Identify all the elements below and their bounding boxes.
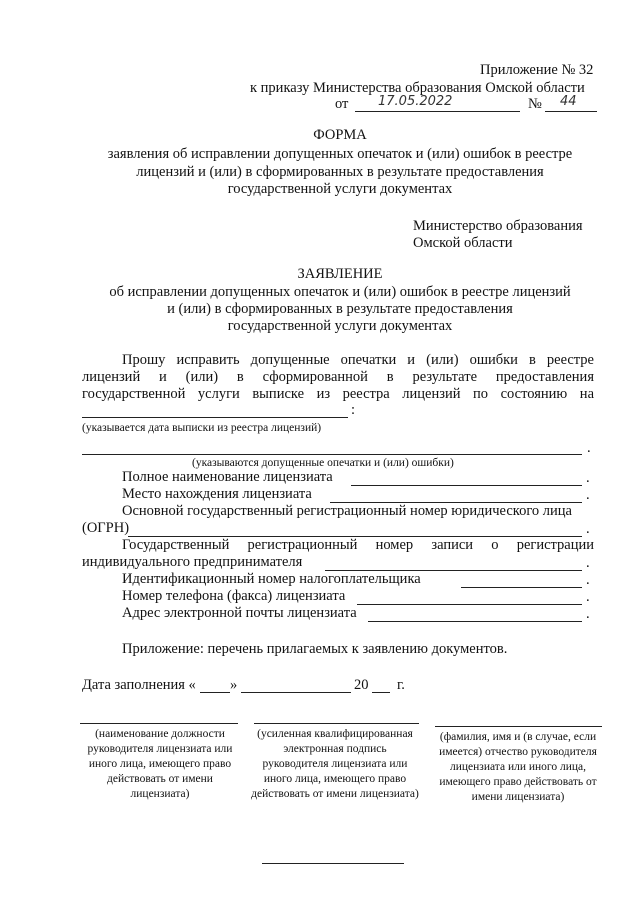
order-number: 44 (560, 94, 577, 109)
ogrnip-label-line2: индивидуального предпринимателя (82, 554, 303, 570)
statement-title: ЗАЯВЛЕНИЕ (297, 266, 383, 282)
statement-title-line3: государственной услуги документах (227, 318, 453, 334)
ogrnip-dot: . (586, 555, 590, 571)
inn-field[interactable] (461, 587, 582, 588)
date-fill-year: 20 (354, 677, 369, 693)
colon: : (351, 402, 356, 418)
statement-title-line2: и (или) в сформированных в результате предоставления (167, 301, 513, 317)
full-name-dot: . (586, 470, 590, 486)
phone-field[interactable] (357, 604, 582, 605)
form-title-line1: заявления об исправлении допущенных опечаток и (или) ошибок в реестре (107, 146, 573, 162)
request-line3: государственной услуги выписке из реестра лицензий по состоянию на (82, 386, 594, 402)
email-field[interactable] (368, 621, 582, 622)
request-line1: Прошу исправить допущенные опечатки и (или) ошибки в реестре (122, 352, 594, 368)
ogrnip-label-line1: Государственный регистрационный номер записи о регистрации (122, 537, 594, 553)
inn-label: Идентификационный номер налогоплательщика (122, 571, 421, 587)
order-reference: к приказу Министерства образования Омской области (250, 80, 585, 96)
request-line2: лицензий и (или) в сформированной в результате предоставления (82, 369, 594, 385)
inn-dot: . (586, 572, 590, 588)
phone-dot: . (586, 589, 590, 605)
form-title-line2: лицензий и (или) в сформированных в результате предоставления (136, 164, 544, 180)
location-dot: . (586, 487, 590, 503)
form-title-line3: государственной услуги документах (227, 181, 453, 197)
date-fill-suffix: г. (397, 677, 405, 693)
date-fill-prefix: Дата заполнения « (82, 677, 196, 693)
email-label: Адрес электронной почты лицензиата (122, 605, 357, 621)
date-underline (355, 111, 520, 112)
signature-esign-caption: (усиленная квалифицированная электронная подпись руководителя лицензиата или иного лица, имеющего право действовать от имени лицензиата) (251, 728, 419, 800)
statement-date-field[interactable] (82, 417, 348, 418)
errors-dot: . (587, 440, 591, 456)
hint-errors: (указываются допущенные опечатки и (или) ошибки) (192, 457, 454, 469)
signature-esign-line[interactable] (254, 723, 419, 724)
ogrn-label-line2: (ОГРН) (82, 520, 130, 536)
full-name-label: Полное наименование лицензиата (122, 469, 333, 485)
order-date: 17.05.2022 (378, 94, 453, 109)
signature-name-caption: (фамилия, имя и (в случае, если имеется) отчество руководителя лицензиата или иного лица, имеющего право действовать от имени лицензиата) (439, 731, 597, 803)
errors-field[interactable] (82, 454, 582, 455)
location-label: Место нахождения лицензиата (122, 486, 312, 502)
number-prefix: № (528, 96, 542, 112)
phone-label: Номер телефона (факса) лицензиата (122, 588, 346, 604)
attachment-line: Приложение: перечень прилагаемых к заявлению документов. (122, 641, 508, 657)
signature-position-line[interactable] (80, 723, 238, 724)
date-fill-year-field[interactable] (372, 692, 390, 693)
signature-name-line[interactable] (435, 726, 602, 727)
appendix-number: Приложение № 32 (480, 62, 594, 78)
addressee-line2: Омской области (413, 235, 513, 251)
date-fill-day-field[interactable] (200, 692, 230, 693)
email-dot: . (586, 606, 590, 622)
form-title: ФОРМА (313, 127, 367, 143)
full-name-field[interactable] (351, 485, 582, 486)
ogrn-dot: . (586, 521, 590, 537)
signature-position-caption: (наименование должности руководителя лицензиата или иного лица, имеющего право действовать от имени лицензиата) (87, 728, 233, 800)
date-fill-mid: » (230, 677, 238, 693)
ogrn-label-line1: Основной государственный регистрационный номер юридического лица (122, 503, 572, 519)
hint-date: (указывается дата выписки из реестра лицензий) (82, 422, 322, 434)
date-fill-month-field[interactable] (241, 692, 351, 693)
bottom-line (262, 863, 404, 864)
statement-title-line1: об исправлении допущенных опечаток и (или) ошибок в реестре лицензий (109, 284, 571, 300)
addressee-line1: Министерство образования (413, 218, 583, 234)
date-prefix: от (335, 96, 349, 112)
number-underline (545, 111, 597, 112)
